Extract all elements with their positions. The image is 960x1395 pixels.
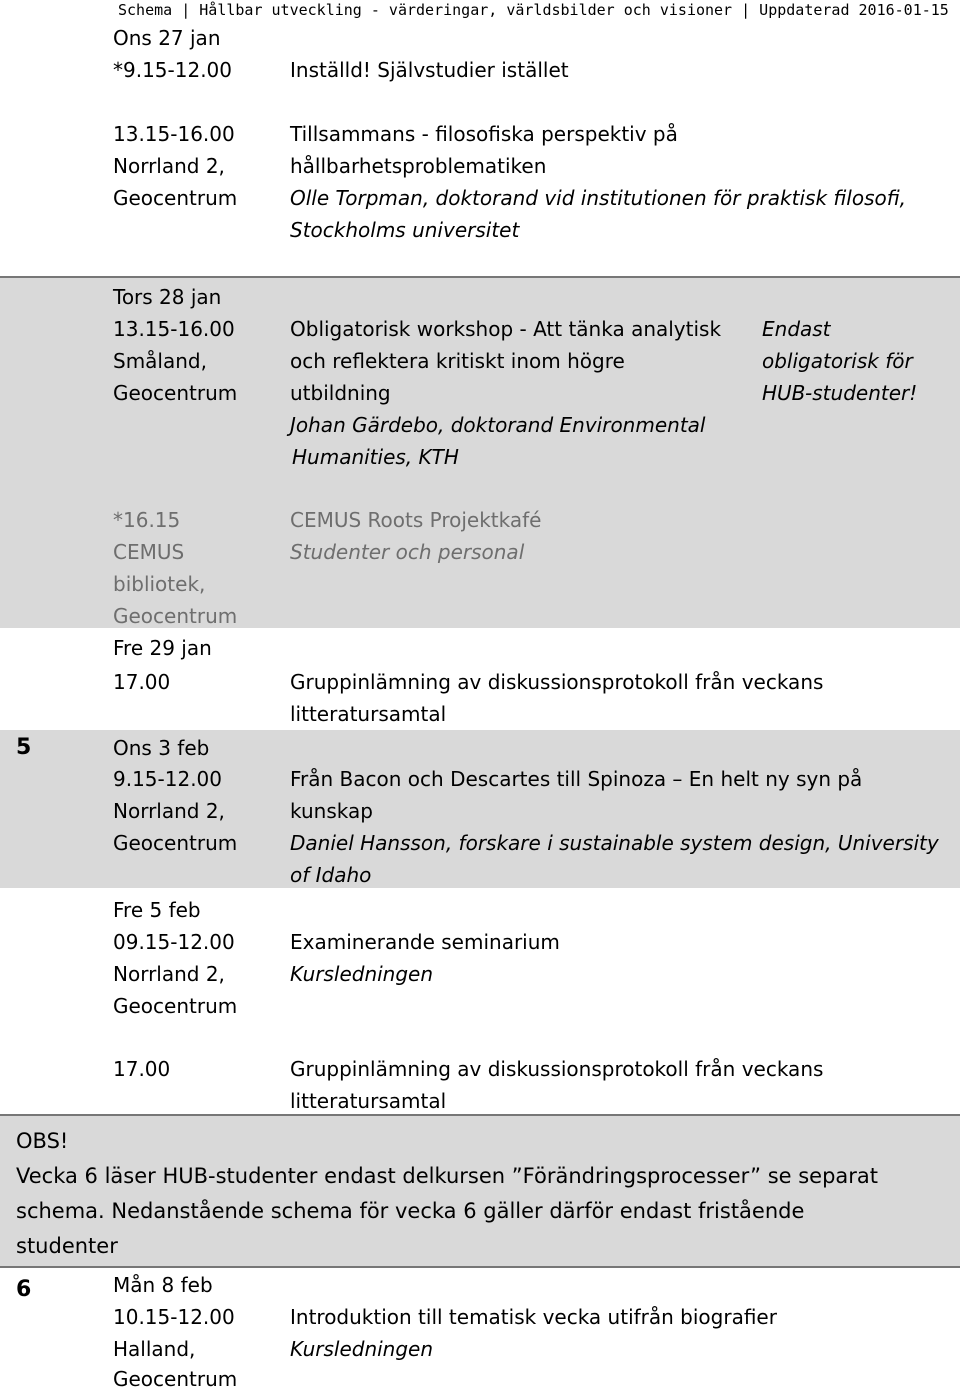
event-title: Obligatorisk workshop - Att tänka analytisk — [290, 317, 722, 341]
speaker-text: Kursledningen — [290, 1337, 434, 1361]
event-title: CEMUS Roots Projektkafé — [290, 508, 542, 532]
time-label: *16.15 — [113, 508, 181, 532]
event-title: litteratursamtal — [290, 1089, 447, 1113]
note-text: Endast — [762, 317, 831, 341]
date-label: Mån 8 feb — [113, 1273, 213, 1297]
event-title: utbildning — [290, 381, 391, 405]
speaker-text: Kursledningen — [290, 962, 434, 986]
room-label: Halland, — [113, 1337, 196, 1361]
event-title: Introduktion till tematisk vecka utifrån biografier — [290, 1305, 777, 1329]
event-title: Inställd! Självstudier istället — [290, 58, 569, 82]
obs-text: schema. Nedanstående schema för vecka 6 gäller därför endast fristående — [16, 1199, 805, 1223]
place-label: Geocentrum — [113, 994, 238, 1018]
obs-text: Vecka 6 läser HUB-studenter endast delkursen ”Förändringsprocesser” se separat — [16, 1164, 879, 1188]
time-label: *9.15-12.00 — [113, 58, 233, 82]
event-title: Gruppinlämning av diskussionsprotokoll från veckans — [290, 1057, 824, 1081]
date-label: Fre 29 jan — [113, 636, 212, 660]
place-label: Geocentrum — [113, 1367, 238, 1391]
note-text: obligatorisk för — [762, 349, 913, 373]
date-label: Ons 27 jan — [113, 26, 221, 50]
event-title: Från Bacon och Descartes till Spinoza – En helt ny syn på — [290, 767, 863, 791]
event-title: Gruppinlämning av diskussionsprotokoll från veckans — [290, 670, 824, 694]
divider-rule — [0, 276, 960, 278]
time-label: 9.15-12.00 — [113, 767, 223, 791]
obs-label: OBS! — [16, 1129, 69, 1153]
room-label: Norrland 2, — [113, 154, 225, 178]
divider-rule — [0, 1266, 960, 1268]
event-title: kunskap — [290, 799, 373, 823]
obs-text: studenter — [16, 1234, 118, 1258]
speaker-text: Olle Torpman, doktorand vid institutionen för praktisk filosofi, — [290, 186, 907, 210]
event-title: hållbarhetsproblematiken — [290, 154, 547, 178]
room-label: bibliotek, — [113, 572, 206, 596]
room-label: CEMUS — [113, 540, 185, 564]
place-label: Geocentrum — [113, 381, 238, 405]
event-title: Examinerande seminarium — [290, 930, 560, 954]
room-label: Småland, — [113, 349, 207, 373]
note-text: HUB-studenter! — [762, 381, 918, 405]
time-label: 17.00 — [113, 670, 171, 694]
speaker-text: Johan Gärdebo, doktorand Environmental — [290, 413, 706, 437]
place-label: Geocentrum — [113, 186, 238, 210]
time-label: 13.15-16.00 — [113, 122, 235, 146]
speaker-text: of Idaho — [290, 863, 372, 887]
speaker-text: Humanities, KTH — [292, 445, 459, 469]
week-number: 6 — [16, 1277, 32, 1302]
date-label: Tors 28 jan — [113, 285, 222, 309]
time-label: 17.00 — [113, 1057, 171, 1081]
room-label: Norrland 2, — [113, 962, 225, 986]
time-label: 10.15-12.00 — [113, 1305, 235, 1329]
room-label: Norrland 2, — [113, 799, 225, 823]
place-label: Geocentrum — [113, 604, 238, 628]
speaker-text: Stockholms universitet — [290, 218, 520, 242]
event-title: Tillsammans - filosofiska perspektiv på — [290, 122, 678, 146]
week-number: 5 — [16, 735, 32, 760]
date-label: Fre 5 feb — [113, 898, 201, 922]
speaker-text: Daniel Hansson, forskare i sustainable system design, University — [290, 831, 939, 855]
place-label: Geocentrum — [113, 831, 238, 855]
speaker-text: Studenter och personal — [290, 540, 525, 564]
time-label: 09.15-12.00 — [113, 930, 235, 954]
page-header: Schema | Hållbar utveckling - värderingar, världsbilder och visioner | Uppdaterad 2016-01-15 — [118, 1, 949, 19]
event-title: litteratursamtal — [290, 702, 447, 726]
time-label: 13.15-16.00 — [113, 317, 235, 341]
event-title: och reflektera kritiskt inom högre — [290, 349, 625, 373]
date-label: Ons 3 feb — [113, 736, 210, 760]
divider-rule — [0, 1114, 960, 1116]
